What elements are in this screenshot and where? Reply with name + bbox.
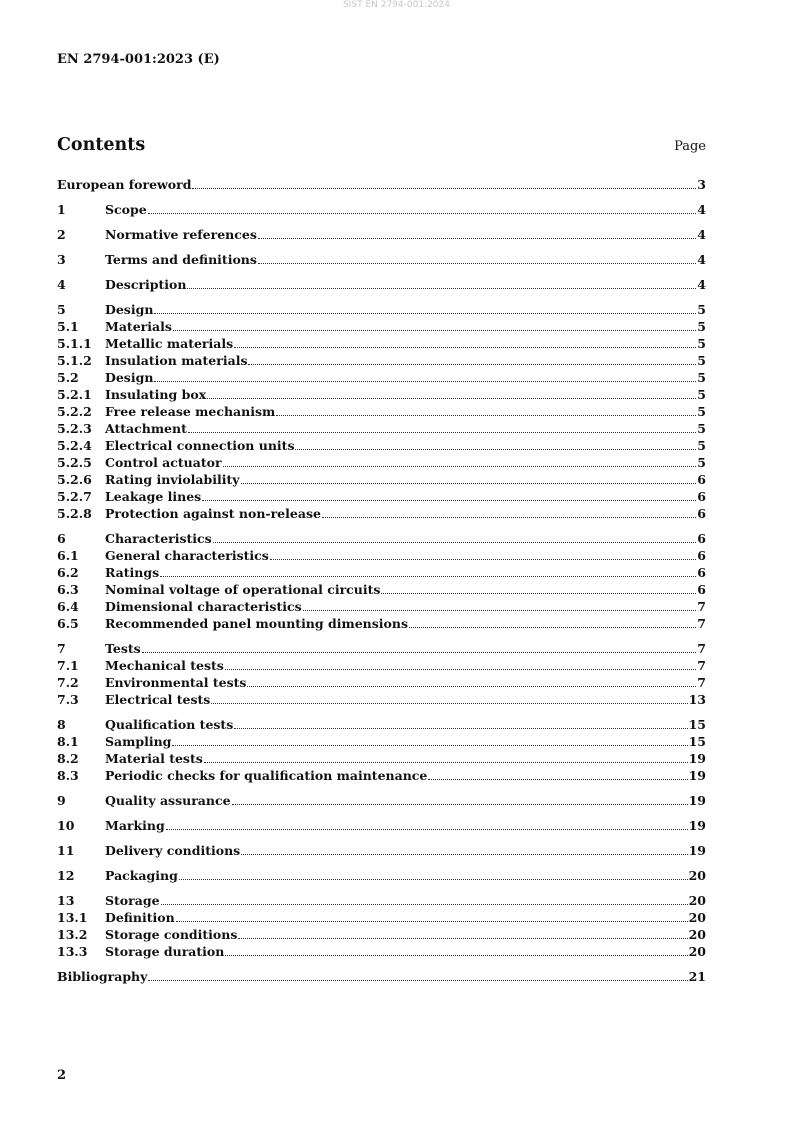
toc-entry[interactable] [57,437,706,454]
toc-entry-number: 5.2.2 [57,404,92,419]
toc-entry-title[interactable]: Definition [105,910,175,925]
toc-dot-leader [148,201,697,214]
toc-entry-title[interactable]: Storage duration [105,944,225,959]
toc-entry[interactable] [57,505,706,522]
toc-entry[interactable] [57,564,706,581]
toc-entry-title[interactable]: Periodic checks for qualification maintenance [105,768,428,783]
toc-dot-leader [202,488,696,501]
toc-entry-number: 2 [57,227,66,242]
toc-dot-leader [241,471,697,484]
toc-entry[interactable] [57,867,706,884]
toc-entry[interactable] [57,176,706,193]
toc-entry-title[interactable]: Environmental tests [105,675,247,690]
toc-entry-page[interactable]: 6 [697,506,706,521]
watermark-text: SIST EN 2794-001:2024 [343,0,450,10]
toc-entry[interactable] [57,615,706,632]
toc-entry[interactable] [57,420,706,437]
toc-entry-page[interactable]: 19 [688,768,706,783]
toc-entry-number: 5.2.4 [57,438,92,453]
toc-entry-page[interactable]: 5 [697,387,706,402]
toc-entry-page[interactable]: 20 [688,868,706,883]
toc-dot-leader [225,943,687,956]
toc-entry-page[interactable]: 20 [688,944,706,959]
toc-entry-number: 5.1.1 [57,336,92,351]
toc-entry-number: 12 [57,868,75,883]
toc-entry-title[interactable]: Mechanical tests [105,658,224,673]
toc-entry-number: 5.2.3 [57,421,92,436]
toc-entry[interactable] [57,226,706,243]
toc-entry[interactable] [57,471,706,488]
toc-entry-number: 13.2 [57,927,88,942]
toc-entry-title[interactable]: Storage conditions [105,927,238,942]
toc-entry-title[interactable]: Metallic materials [105,336,234,351]
toc-dot-leader [173,318,696,331]
toc-entry-number: 5.2 [57,370,79,385]
toc-entry-title[interactable]: Scope [105,202,147,217]
toc-dot-leader [172,733,687,746]
toc-entry-page[interactable]: 4 [697,227,706,242]
toc-dot-leader [179,867,688,880]
toc-entry[interactable] [57,657,706,674]
toc-entry[interactable] [57,598,706,615]
toc-entry-number: 6.1 [57,548,79,563]
toc-entry-number: 13 [57,893,75,908]
toc-entry-title[interactable]: Insulation materials [105,353,248,368]
toc-entry-title[interactable]: Protection against non-release [105,506,321,521]
document-id: EN 2794-001:2023 (E) [57,52,220,67]
toc-entry-page[interactable]: 6 [697,565,706,580]
toc-entry[interactable] [57,909,706,926]
toc-entry[interactable] [57,733,706,750]
toc-entry-page[interactable]: 19 [688,793,706,808]
toc-dot-leader [223,454,697,467]
toc-dot-leader [409,615,696,628]
toc-entry-title[interactable]: Characteristics [105,531,212,546]
toc-entry-title[interactable]: Design [105,302,154,317]
toc-entry-page[interactable]: 19 [688,818,706,833]
toc-entry-title[interactable]: Rating inviolability [105,472,240,487]
toc-entry[interactable] [57,926,706,943]
toc-entry[interactable] [57,530,706,547]
toc-dot-leader [166,817,688,830]
table-of-contents [57,176,706,985]
toc-dot-leader [232,792,688,805]
toc-entry[interactable] [57,276,706,293]
toc-entry-number: 5.2.6 [57,472,92,487]
toc-entry[interactable] [57,335,706,352]
toc-dot-leader [225,657,696,670]
toc-dot-leader [276,403,696,416]
toc-entry-title[interactable]: Description [105,277,187,292]
toc-dot-leader [213,530,697,543]
toc-entry-page[interactable]: 19 [688,751,706,766]
toc-entry-number: 7 [57,641,66,656]
toc-dot-leader [234,716,687,729]
toc-entry-number: 10 [57,818,75,833]
toc-entry[interactable] [57,547,706,564]
toc-entry-page[interactable]: 6 [697,548,706,563]
toc-entry-page[interactable]: 20 [688,893,706,908]
toc-dot-leader [176,909,688,922]
toc-entry-number: 5.2.1 [57,387,92,402]
toc-entry-title[interactable]: Storage [105,893,160,908]
toc-entry-title[interactable]: Sampling [105,734,172,749]
toc-entry-title[interactable]: Packaging [105,868,178,883]
toc-entry-number: 7.1 [57,658,79,673]
toc-dot-leader [154,301,696,314]
toc-entry-number: 6 [57,531,66,546]
toc-entry-page[interactable]: 7 [697,616,706,631]
toc-entry-page[interactable]: 7 [697,675,706,690]
toc-dot-leader [295,437,696,450]
toc-dot-leader [428,767,687,780]
toc-entry[interactable] [57,581,706,598]
toc-entry-number: 5.2.8 [57,506,92,521]
toc-entry-number: 13.1 [57,910,88,925]
toc-entry-page[interactable]: 4 [697,252,706,267]
toc-dot-leader [247,674,696,687]
toc-entry[interactable] [57,251,706,268]
toc-entry-number: 5 [57,302,66,317]
toc-entry[interactable] [57,691,706,708]
toc-entry-title[interactable]: Electrical connection units [105,438,295,453]
toc-dot-leader [258,251,696,264]
toc-entry-page[interactable]: 5 [697,455,706,470]
toc-entry-page[interactable]: 7 [697,599,706,614]
toc-entry-number: 5.1.2 [57,353,92,368]
toc-entry-page[interactable]: 19 [688,843,706,858]
toc-entry-title[interactable]: Control actuator [105,455,222,470]
toc-entry-number: 7.2 [57,675,79,690]
toc-entry-number: 6.4 [57,599,79,614]
toc-entry[interactable] [57,369,706,386]
toc-entry-page[interactable]: 4 [697,202,706,217]
toc-entry-page[interactable]: 5 [697,353,706,368]
toc-dot-leader [322,505,696,518]
toc-entry[interactable] [57,767,706,784]
toc-dot-leader [188,420,696,433]
toc-entry-page[interactable]: 5 [697,370,706,385]
toc-entry[interactable] [57,403,706,420]
toc-entry-number: 6.3 [57,582,79,597]
toc-entry-title[interactable]: Normative references [105,227,257,242]
toc-entry-page[interactable]: 13 [688,692,706,707]
toc-entry-title[interactable]: Nominal voltage of operational circuits [105,582,381,597]
toc-entry[interactable] [57,750,706,767]
toc-entry-title[interactable]: Free release mechanism [105,404,276,419]
toc-entry[interactable] [57,301,706,318]
toc-entry-page[interactable]: 7 [697,658,706,673]
toc-entry-title[interactable]: Dimensional characteristics [105,599,302,614]
toc-dot-leader [142,640,697,653]
toc-entry-title[interactable]: Tests [105,641,141,656]
toc-entry-page[interactable]: 7 [697,641,706,656]
toc-entry-number: 4 [57,277,66,292]
toc-entry[interactable] [57,352,706,369]
toc-entry-page[interactable]: 5 [697,319,706,334]
toc-entry[interactable] [57,201,706,218]
toc-entry[interactable] [57,674,706,691]
toc-entry-number: 6.2 [57,565,79,580]
toc-entry-title[interactable]: Materials [105,319,172,334]
toc-entry-page[interactable]: 20 [688,927,706,942]
toc-entry-title[interactable]: Design [105,370,154,385]
toc-entry-page[interactable]: 6 [697,472,706,487]
toc-entry-title[interactable]: Material tests [105,751,203,766]
toc-entry-page[interactable]: 6 [697,582,706,597]
toc-entry[interactable] [57,640,706,657]
toc-entry-number: 8 [57,717,66,732]
toc-entry-page[interactable]: 15 [688,717,706,732]
toc-entry[interactable] [57,318,706,335]
toc-dot-leader [187,276,696,289]
toc-entry-number: 6.5 [57,616,79,631]
toc-entry-number: 11 [57,843,75,858]
toc-entry-page[interactable]: 5 [697,302,706,317]
toc-entry-number: 13.3 [57,944,88,959]
toc-entry-number: 3 [57,252,66,267]
toc-entry-title[interactable]: Quality assurance [105,793,231,808]
toc-dot-leader [211,691,687,704]
toc-dot-leader [258,226,696,239]
page-column-label: Page [674,139,706,154]
toc-dot-leader [270,547,696,560]
toc-entry-title[interactable]: Attachment [105,421,187,436]
toc-entry[interactable] [57,892,706,909]
toc-dot-leader [154,369,696,382]
toc-entry-title[interactable]: Terms and definitions [105,252,257,267]
toc-entry-title[interactable]: Delivery conditions [105,843,241,858]
toc-dot-leader [303,598,697,611]
toc-entry-number: 9 [57,793,66,808]
toc-entry-page[interactable]: 5 [697,336,706,351]
toc-entry-title[interactable]: Bibliography [57,969,148,984]
toc-entry-page[interactable]: 20 [688,910,706,925]
toc-dot-leader [248,352,696,365]
toc-entry-page[interactable]: 6 [697,489,706,504]
toc-entry-title[interactable]: Leakage lines [105,489,202,504]
toc-entry-number: 5.2.7 [57,489,92,504]
toc-entry[interactable] [57,792,706,809]
toc-entry-page[interactable]: 5 [697,438,706,453]
toc-entry-page[interactable]: 6 [697,531,706,546]
toc-entry-number: 8.1 [57,734,79,749]
toc-entry-title[interactable]: European foreword [57,177,192,192]
toc-entry[interactable] [57,386,706,403]
toc-dot-leader [207,386,696,399]
toc-dot-leader [381,581,696,594]
toc-entry[interactable] [57,488,706,505]
toc-entry-number: 7.3 [57,692,79,707]
toc-entry-title[interactable]: Insulating box [105,387,207,402]
toc-entry-title[interactable]: General characteristics [105,548,269,563]
toc-dot-leader [238,926,687,939]
toc-dot-leader [160,564,696,577]
toc-entry-page[interactable]: 4 [697,277,706,292]
toc-entry-title[interactable]: Qualification tests [105,717,234,732]
toc-entry[interactable] [57,817,706,834]
toc-entry-number: 8.2 [57,751,79,766]
toc-entry-page[interactable]: 5 [697,404,706,419]
toc-entry-title[interactable]: Marking [105,818,165,833]
toc-dot-leader [234,335,696,348]
page-number: 2 [57,1068,67,1083]
toc-entry-number: 8.3 [57,768,79,783]
contents-heading: Contents [57,135,146,155]
toc-entry-title[interactable]: Ratings [105,565,160,580]
toc-entry-title[interactable]: Electrical tests [105,692,211,707]
toc-dot-leader [148,968,687,981]
toc-entry-number: 1 [57,202,66,217]
toc-dot-leader [192,176,696,189]
toc-entry[interactable] [57,943,706,960]
toc-dot-leader [161,892,688,905]
toc-entry[interactable] [57,842,706,859]
toc-entry[interactable] [57,968,706,985]
toc-entry-page[interactable]: 21 [688,969,706,984]
toc-entry-number: 5.1 [57,319,79,334]
toc-entry-page[interactable]: 15 [688,734,706,749]
toc-entry-page[interactable]: 5 [697,421,706,436]
toc-entry-title[interactable]: Recommended panel mounting dimensions [105,616,408,631]
toc-entry-page[interactable]: 3 [697,177,706,192]
toc-entry[interactable] [57,716,706,733]
toc-dot-leader [241,842,687,855]
toc-entry[interactable] [57,454,706,471]
toc-dot-leader [204,750,688,763]
toc-entry-number: 5.2.5 [57,455,92,470]
